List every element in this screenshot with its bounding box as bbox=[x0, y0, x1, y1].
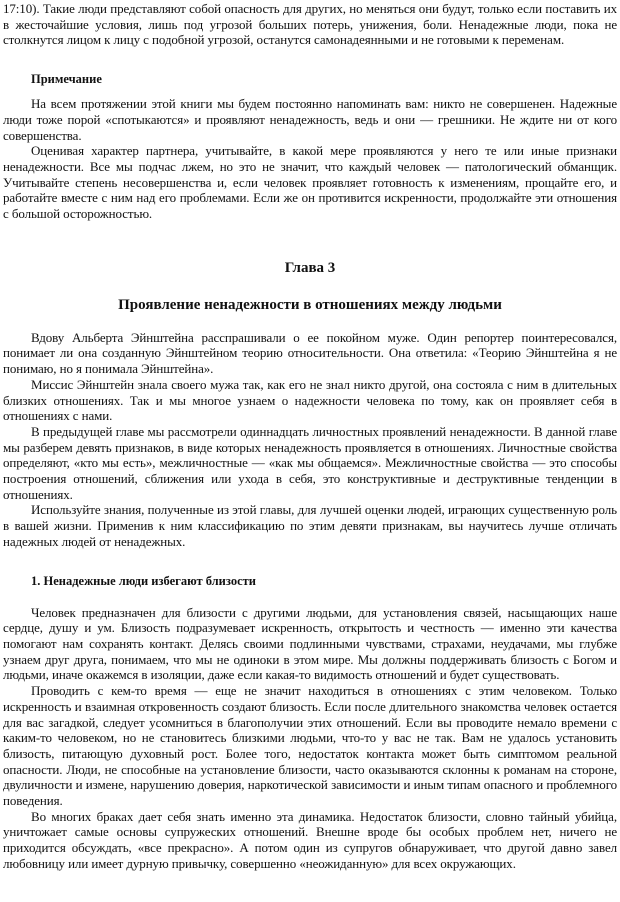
note-paragraph-1: На всем протяжении этой книги мы будем постоянно напоминать вам: никто не совершенен. Надежные люди тоже порой «спотыкаются» и проявляют ненадежность, ведь и они — грешники. Не ждите ни от кого совершенства. bbox=[3, 96, 617, 143]
chapter-paragraph-1: Вдову Альберта Эйнштейна расспрашивали о ее покойном муже. Один репортер поинтересовался, понимает ли она созданную Эйнштейном теорию относительности. Она ответила: «Теорию Эйнштейна я не понимаю, но я понимала Эйнштейна». bbox=[3, 329, 617, 377]
section-heading: 1. Ненадежные люди избегают близости bbox=[31, 573, 256, 588]
chapter-paragraph-3: В предыдущей главе мы рассмотрели одиннадцать личностных проявлений ненадежности. В данной главе мы разберем девять признаков, в виде которых ненадежность проявляется в отношениях. Личностные свойства определяют, «кто мы есть», межличностные — «как мы общаемся». Межличностные свойства — это способы построения отношений, сближения или ухода в себя, это конструктивные и деструктивные тенденции в отношениях. bbox=[3, 423, 617, 502]
chapter-paragraph-2: Миссис Эйнштейн знала своего мужа так, как его не знал никто другой, она состояла с ним в длительных близких отношениях. Так и мы многое узнаем о надежности человека по тому, как он проявляет себя в отношениях с нами. bbox=[3, 376, 617, 424]
note-heading: Примечание bbox=[31, 72, 102, 87]
paragraph-continuation: 17:10). Такие люди представляют собой опасность для других, но меняться они будут, только если поставить их в жесточайшие условия, лишь под угрозой больших потерь, унижения, боли. Ненадежные люди, пока не столкнутся лицом к лицу с подобной угрозой, останутся самонадеянными и не готовыми к переменам. bbox=[3, 1, 617, 48]
section-paragraph-2: Проводить с кем-то время — еще не значит находиться в отношениях с этим человеком. Только искренность и взаимная откровенность создают близость. Если после длительного знакомства человек остается для вас загадкой, следует усомниться в благополучии этих отношений. Если вы проводите немало времени с каким-то человеком, но не становитесь близкими людьми, что-то у вас не так. Вам не удалось установить близость, питающую духовный рост. Более того, недостаток контакта может быть симптомом реальной опасности. Люди, не способные на установление близости, часто оказываются склонны к романам на стороне, двуличности и измене, нарушению доверия, наркотической зависимости и иным типам опасного и проблемного поведения. bbox=[3, 683, 617, 809]
section-paragraph-3: Во многих браках дает себя знать именно эта динамика. Недостаток близости, словно тайный убийца, уничтожает самые основы супружеских отношений. Внешне вроде бы особых проблем нет, ничего не приходится обсуждать, «все прекрасно». А потом один из супругов обнаруживает, что другой давно завел любовницу или имеет дурную привычку, совершенно «неожиданную» для всех окружающих. bbox=[3, 808, 617, 871]
chapter-paragraph-4: Используйте знания, полученные из этой главы, для лучшей оценки людей, играющих существенную роль в вашей жизни. Применив к ним классификацию по этим девяти признакам, вы научитесь лучше отличать надежных людей от ненадежных. bbox=[3, 502, 617, 549]
note-paragraph-2: Оценивая характер партнера, учитывайте, в какой мере проявляются у него те или иные признаки ненадежности. Все мы подчас лжем, но это не значит, что каждый человек — патологический обманщик. Учитывайте степень несовершенства и, если человек проявляет готовность к изменениям, прощайте его, и работайте вместе с ним над его проблемами. Если же он противится искренности, продолжайте эти отношения с большой осторожностью. bbox=[3, 143, 617, 222]
chapter-title: Проявление ненадежности в отношениях между людьми bbox=[118, 296, 502, 313]
chapter-heading: Глава 3 bbox=[284, 259, 336, 276]
section-paragraph-1: Человек предназначен для близости с другими людьми, для установления связей, насыщающих наше сердце, душу и ум. Близость подразумевает искренность, открытость и честность — именно эти качества помогают нам сохранять контакт. Делясь своими подлинными чувствами, страхами, неудачами, мы глубже узнаем друг друга, понимаем, что мы не одиноки в этом мире. Мы должны поддерживать близость с Богом и людьми, иначе окажемся в изоляции, даже если какая-то видимость отношений и будет существовать. bbox=[3, 604, 617, 683]
